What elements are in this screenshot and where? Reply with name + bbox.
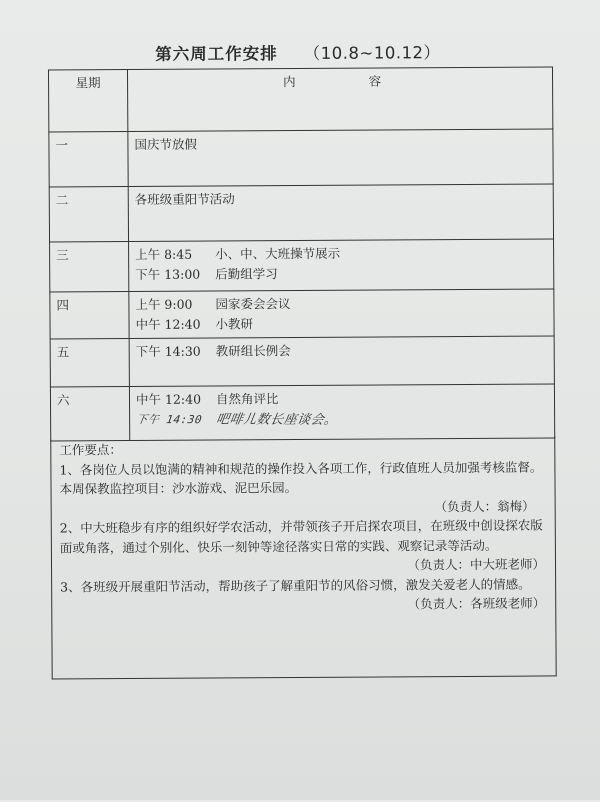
note-item-2-responsible: （负责人：中大班老师） bbox=[407, 556, 546, 573]
row-day: 六 bbox=[50, 387, 129, 441]
row-day: 一 bbox=[49, 132, 128, 187]
row-line bbox=[135, 292, 547, 315]
row-text: 园家委会会议 bbox=[215, 296, 291, 312]
schedule-table bbox=[48, 66, 555, 441]
row-time: 上午 9:00 bbox=[135, 296, 193, 313]
row-text: 小教研 bbox=[215, 316, 254, 332]
table-row bbox=[50, 384, 554, 441]
row-line bbox=[135, 312, 547, 335]
row-text: 各班级重阳节活动 bbox=[134, 191, 235, 208]
row-line bbox=[135, 242, 547, 265]
work-notes bbox=[50, 436, 556, 679]
table-row bbox=[50, 289, 554, 339]
row-time: 中午 12:40 bbox=[135, 316, 201, 333]
row-text: 教研组长例会 bbox=[215, 343, 291, 359]
row-line bbox=[136, 339, 548, 362]
row-line bbox=[136, 387, 548, 410]
row-time: 下午 14:30 bbox=[135, 343, 201, 360]
title-date-range: （10.8~10.12） bbox=[303, 43, 441, 63]
row-time: 下午 13:00 bbox=[135, 266, 201, 283]
note-item-3-responsible: （负责人：各班级老师） bbox=[407, 595, 546, 612]
row-day: 四 bbox=[50, 292, 129, 339]
table-row bbox=[50, 336, 554, 387]
row-content bbox=[128, 129, 553, 187]
note-item-1-responsible: （负责人：翁梅） bbox=[434, 498, 535, 514]
row-content bbox=[129, 336, 554, 387]
note-item-3: 3、各班级开展重阳节活动，帮助孩子了解重阳节的风俗习惯，激发关爱老人的情感。 bbox=[60, 576, 531, 594]
note-item-2: 2、中大班稳步有序的组织好学农活动，并带领孩子开启探农项目，在班级中创设探农版面或角落，通过个别化、快乐一刻钟等途径落实日常的实践、观察记录等活动。 bbox=[59, 517, 543, 555]
note-item-1: 1、各岗位人员以饱满的精神和规范的操作投入各项工作，行政值班人员加强考核监督。本周保教监控项目：沙水游戏、泥巴乐园。 bbox=[59, 459, 543, 497]
row-time: 中午 12:40 bbox=[135, 391, 202, 408]
handwritten-time: 下午 14:30 bbox=[135, 412, 203, 427]
header-content-label: 内 容 bbox=[282, 73, 398, 90]
row-day: 二 bbox=[49, 187, 128, 242]
table-row bbox=[50, 239, 554, 292]
row-content bbox=[128, 184, 553, 242]
table-row bbox=[49, 184, 553, 242]
row-line bbox=[135, 262, 547, 285]
row-text: 后勤组学习 bbox=[215, 266, 278, 282]
row-text: 国庆节放假 bbox=[134, 136, 197, 153]
handwritten-text: 吧啡儿数长座谈会。 bbox=[215, 412, 339, 428]
row-content bbox=[129, 239, 554, 292]
header-day: 星期 bbox=[48, 70, 127, 132]
title-main: 第六周工作安排 bbox=[155, 44, 278, 64]
row-content bbox=[129, 289, 554, 339]
notes-heading: 工作要点： bbox=[59, 442, 122, 458]
page-title bbox=[0, 38, 598, 66]
row-day: 五 bbox=[50, 339, 129, 387]
row-day: 三 bbox=[50, 242, 129, 292]
handwritten-note bbox=[135, 410, 339, 431]
table-row bbox=[49, 129, 553, 187]
header-content bbox=[127, 67, 552, 132]
table-header-row bbox=[48, 67, 552, 132]
row-text: 小、中、大班操节展示 bbox=[215, 245, 341, 262]
row-content bbox=[129, 384, 554, 441]
row-time: 上午 8:45 bbox=[135, 246, 193, 263]
row-text: 自然角评比 bbox=[215, 391, 279, 407]
